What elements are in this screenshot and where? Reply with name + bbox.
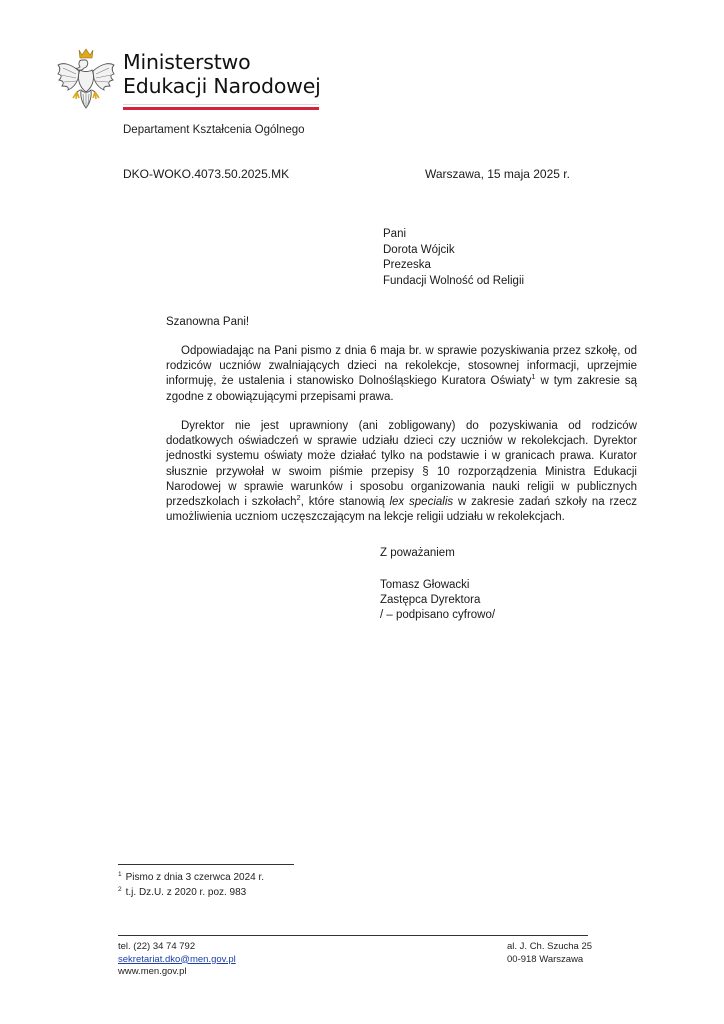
signature-note: / – podpisano cyfrowo/ [380,609,496,622]
footer-email-link[interactable]: sekretariat.dko@men.gov.pl [118,953,236,965]
recipient-line: Pani [383,228,407,240]
footnote-2-number: 2 [118,885,122,893]
paragraph-1-text: Odpowiadając na Pani pismo z dnia 6 maja br. w sprawie pozyskiwania przez szkołę, od rodziców uczniów zwalniających dzieci na rekolekcje, stosownej informacji, uprzejmie informuję, że ustalenia i stanowisko Dolnośląskiego Kuratora Oświaty [166,345,637,388]
footnote-2-text: t.j. Dz.U. z 2020 r. poz. 983 [125,887,247,898]
footnote-1-number: 1 [118,870,122,878]
closing: Z poważaniem [380,547,455,559]
place-date: Warszawa, 15 maja 2025 r. [425,167,570,181]
department-name: Departament Kształcenia Ogólnego [123,124,305,136]
recipient-position: Prezeska [383,259,431,271]
footnote-ref-2: 2 [296,493,301,503]
signer-name: Tomasz Głowacki [380,579,470,591]
footer-address [507,941,592,966]
footer-divider [118,935,588,936]
footnote-2 [118,885,264,900]
footnote-divider [118,864,294,865]
recipient-name: Dorota Wójcik [383,243,455,256]
footer-phone: tel. (22) 34 74 792 [118,941,196,952]
footnote-1-text: Pismo z dnia 3 czerwca 2024 r. [125,872,265,883]
flag-rule [123,104,319,109]
reference-number: DKO-WOKO.4073.50.2025.MK [123,167,290,181]
paragraph-2-italic: lex specialis [389,496,454,509]
eagle-emblem-icon [55,46,117,112]
footnotes [118,870,264,900]
paragraph-2-text-end: w zakresie zadań szkoły na rzecz umożliwienia uczniom uczęszczającym na lekcje religii udziału w rekolekcjach. [166,496,638,524]
ministry-name [123,50,321,98]
flag-rule-red [123,107,319,110]
ministry-name-line2: Edukacji Narodowej [123,74,321,98]
address-city: 00-918 Warszawa [507,953,584,965]
paragraph-1-text-end: w tym zakresie są zgodne z obowiązującymi przepisami prawa. [166,375,637,403]
signature-block [380,578,495,624]
recipient-organization: Fundacji Wolność od Religii [383,274,525,287]
footer-contact [118,941,236,979]
address-street: al. J. Ch. Szucha 25 [507,941,593,952]
signer-title: Zastępca Dyrektora [380,594,481,607]
footnote-ref-1: 1 [531,372,536,382]
body-paragraph-1 [166,344,637,405]
paragraph-2-text: Dyrektor nie jest uprawniony (ani zobligowany) do pozyskiwania od rodziców dodatkowych oświadczeń w sprawie udziału dzieci czy uczniów w rekolekcjach. Dyrektor jednostki systemu oświaty może działać tylko na podstawie i w granicach prawa. Kurator słusznie przywołał w swoim piśmie przepisy § 10 rozporządzenia Ministra Edukacji Narodowej w sprawie warunków i sposobu organizowania nauki religii w publicznych przedszkolach i szkołach [166,420,637,509]
footnote-1 [118,870,264,885]
salutation: Szanowna Pani! [166,316,250,328]
paragraph-2-text-mid: , które stanowią [300,496,390,509]
footer-website: www.men.gov.pl [118,966,187,977]
ministry-name-line1: Ministerstwo [123,50,251,74]
body-paragraph-2 [166,419,637,525]
recipient-block [383,227,524,289]
